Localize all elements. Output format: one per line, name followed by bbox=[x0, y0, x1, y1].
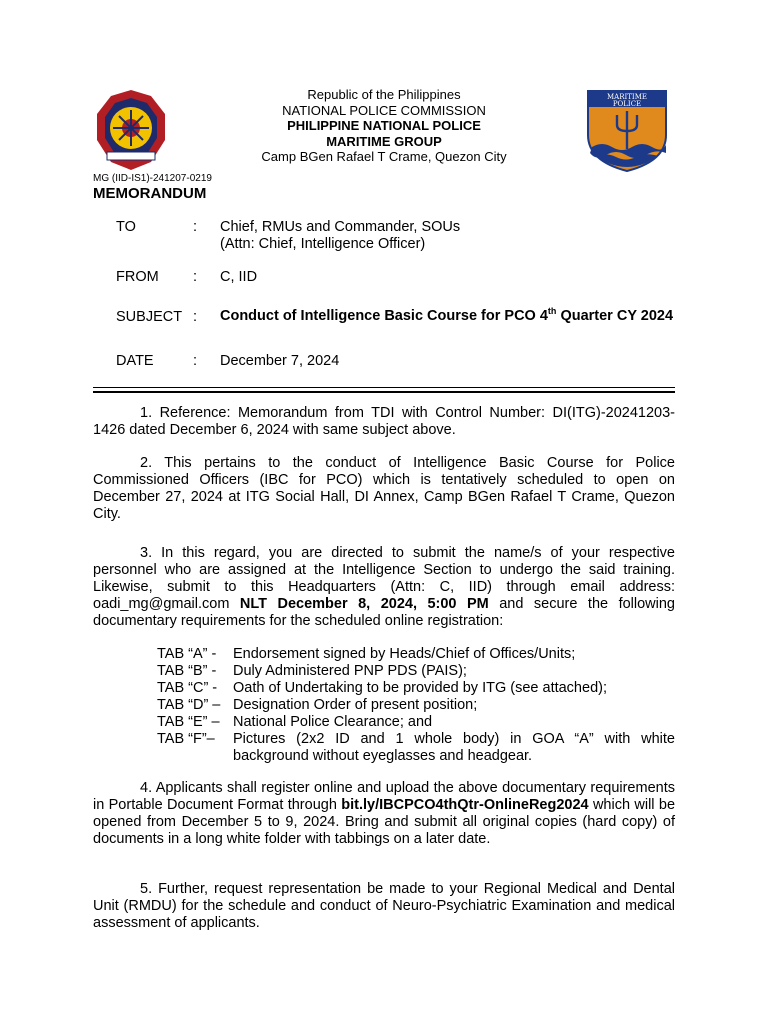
requirement-text: Endorsement signed by Heads/Chief of Offices/Units; bbox=[233, 646, 576, 662]
subject-label: SUBJECT bbox=[116, 309, 183, 325]
svg-text:MARITIME: MARITIME bbox=[607, 93, 647, 101]
requirement-text: Oath of Undertaking to be provided by ITG (see attached); bbox=[233, 680, 607, 696]
paragraph-5-text: 5. Further, request representation be made to your Regional Medical and Dental Unit (RMDU) for the schedule and conduct of Neuro-Psychiatric Examination and medical assessment of applicants. bbox=[93, 881, 675, 931]
subject-value-main: Conduct of Intelligence Basic Course for PCO 4 bbox=[220, 307, 548, 324]
requirement-tab-label: TAB “D” – bbox=[157, 697, 221, 713]
requirement-tab-label: TAB “A” - bbox=[157, 646, 217, 662]
date-value: December 7, 2024 bbox=[220, 353, 340, 369]
paragraph-4-text: 4. Applicants shall register online and upload the above documentary requirements in Portable Document Format through bbox=[93, 780, 675, 813]
letterhead bbox=[250, 87, 518, 165]
requirement-item bbox=[157, 646, 675, 663]
requirement-tab-label: TAB “B” - bbox=[157, 663, 217, 679]
maritime-police-logo bbox=[586, 89, 668, 173]
paragraph-3-tail: and secure the following documentary requirements for the scheduled online registration: bbox=[93, 596, 675, 629]
divider-top bbox=[93, 387, 675, 388]
requirement-tab-label: TAB “E” – bbox=[157, 714, 220, 730]
requirement-tab-label: TAB “F”– bbox=[157, 731, 215, 747]
paragraph-4 bbox=[93, 780, 675, 848]
subject-value-tail: Quarter CY 2024 bbox=[556, 307, 674, 324]
subject-value-superscript: th bbox=[547, 306, 557, 316]
requirement-text: Pictures (2x2 ID and 1 whole body) in GOA “A” with white background without eyeglasses and headgear. bbox=[233, 731, 675, 764]
subject-colon: : bbox=[193, 309, 198, 325]
requirements-list bbox=[157, 646, 675, 765]
paragraph-1-text: 1. Reference: Memorandum from TDI with Control Number: DI(ITG)-20241203-1426 dated December 6, 2024 with same subject above. bbox=[93, 405, 675, 438]
registration-link[interactable]: bit.ly/IBCPCO4thQtr-OnlineReg2024 bbox=[341, 797, 589, 813]
to-value-line2: (Attn: Chief, Intelligence Officer) bbox=[220, 236, 426, 252]
paragraph-1 bbox=[93, 405, 675, 439]
date-label: DATE bbox=[116, 353, 154, 369]
from-colon: : bbox=[193, 269, 198, 285]
paragraph-3-deadline: NLT December 8, 2024, 5:00 PM bbox=[239, 596, 489, 612]
date-colon: : bbox=[193, 353, 198, 369]
letterhead-maritime-group: MARITIME GROUP bbox=[326, 133, 442, 149]
subject-value bbox=[220, 303, 676, 325]
requirement-item bbox=[157, 680, 675, 697]
memorandum-title: MEMORANDUM bbox=[93, 185, 207, 202]
svg-text:POLICE: POLICE bbox=[612, 100, 642, 108]
to-value-line1: Chief, RMUs and Commander, SOUs bbox=[220, 219, 461, 235]
paragraph-2-text: 2. This pertains to the conduct of Intelligence Basic Course for Police Commissioned Officers (IBC for PCO) which is tentatively scheduled to open on December 27, 2024 at ITG Social Hall, DI Annex, Camp BGen Rafael T Crame, Quezon City. bbox=[93, 455, 675, 522]
paragraph-5 bbox=[93, 881, 675, 932]
requirement-tab-label: TAB “C” - bbox=[157, 680, 218, 696]
pnp-seal-logo bbox=[93, 88, 169, 172]
reference-number: MG (IID-IS1)-241207-0219 bbox=[93, 173, 212, 184]
divider-bottom bbox=[93, 391, 675, 393]
from-value: C, IID bbox=[220, 269, 258, 285]
requirement-text: Duly Administered PNP PDS (PAIS); bbox=[233, 663, 467, 679]
paragraph-2 bbox=[93, 455, 675, 523]
paragraph-3-text: 3. In this regard, you are directed to submit the name/s of your respective personnel who are assigned at the Intelligence Section to undergo the said training. Likewise, submit to this Headquarters (Attn: C, IID) through email address: oadi_mg@gmail.com bbox=[93, 545, 675, 612]
requirement-item bbox=[157, 731, 675, 765]
requirement-item bbox=[157, 697, 675, 714]
requirement-text: National Police Clearance; and bbox=[233, 714, 433, 730]
requirement-text: Designation Order of present position; bbox=[233, 697, 478, 713]
letterhead-address: Camp BGen Rafael T Crame, Quezon City bbox=[261, 149, 507, 164]
from-label: FROM bbox=[116, 269, 159, 285]
letterhead-napolcom: NATIONAL POLICE COMMISSION bbox=[282, 102, 486, 118]
letterhead-pnp: PHILIPPINE NATIONAL POLICE bbox=[287, 118, 481, 133]
to-colon: : bbox=[193, 219, 198, 235]
requirement-item bbox=[157, 663, 675, 680]
to-value bbox=[220, 219, 676, 253]
paragraph-4-tail: which will be opened from December 5 to 9, 2024. Bring and submit all original copies (hard copy) of documents in a long white folder with tabbings on a later date. bbox=[93, 797, 676, 847]
requirement-item bbox=[157, 714, 675, 731]
letterhead-republic: Republic of the Philippines bbox=[307, 87, 461, 102]
to-label: TO bbox=[116, 219, 136, 235]
paragraph-3 bbox=[93, 545, 675, 630]
